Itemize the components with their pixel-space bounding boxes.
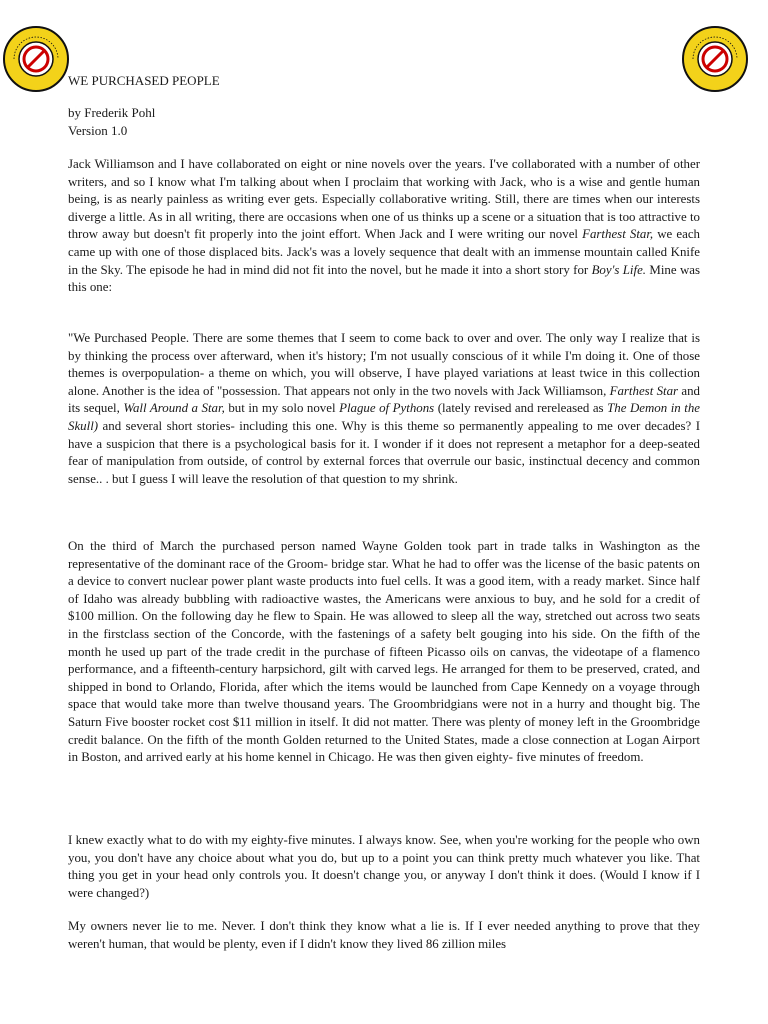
italic-title: Farthest Star, xyxy=(582,227,654,242)
watermark-icon xyxy=(684,28,746,90)
document-title: WE PURCHASED PEOPLE xyxy=(68,73,220,88)
italic-title: Plague of Pythons xyxy=(339,401,435,416)
byline-block xyxy=(68,104,155,139)
version-line: Version 1.0 xyxy=(68,122,128,138)
paragraph-1: Jack Williamson and I have collaborated on eight or nine novels over the years. I've collaborated with a number of other writers, and so I know what I'm talking about when I proclaim that working with Jack, who is a wise and gentle human being, is as nearly painless as writing ever gets. Especially collaborative writing. Still, there are times when our interests diverge a little. As in all writing, there are occasions when one of us thinks up a scene or a situation that is too attractive to throw away but doesn't fit properly into the joint effort. When Jack and I were writing our novel Farthest Star, we each came up with one of those displaced bits. Jack's was a lovely sequence that dealt with an immense mountain called Knife in the Sky. The episode he had in mind did not fit into the novel, but he made it into a short story for Boy's Life. Mine was this one: xyxy=(68,157,700,295)
italic-title: The Demon in the Skull) xyxy=(68,401,701,433)
abbyy-watermark-seal-left[interactable] xyxy=(3,26,69,92)
italic-title: Boy's Life. xyxy=(591,262,647,277)
italic-title: Farthest Star xyxy=(609,383,679,398)
italic-title: Wall Around a Star, xyxy=(123,401,225,416)
author-line: by Frederik Pohl xyxy=(68,105,156,120)
paragraph-3: On the third of March the purchased person named Wayne Golden took part in trade talks in Washington as the representative of the dominant race of the Groom- bridge star. What he had to offer was the license of the basic patents on a device to convert nuclear power plant waste products into fuel cells. It was a good item, with a ready market. Since half of Idaho was already bubbling with radioactive wastes, the Americans were anxious to buy, and he sold for a credit of $100 million. On the following day he flew to Spain. He was allowed to sleep all the way, stretched out across two seats in the firstclass section of the Concorde, with the fastenings of a safety belt gouging into his side. On the fifth of the month he used up part of the trade credit in the purchase of fifteen Picasso oils on canvas, the videotape of a flamenco performance, and a fifteenth-century harpsichord, gilt with carved legs. He arranged for them to be preserved, crated, and shipped in bond to Orlando, Florida, after which the items would be launched from Cape Kennedy on a voyage through space that would take more than twelve thousand years. The Groombridgians were not in a hurry and thought big. The Saturn Five booster rocket cost $11 million in itself. It did not matter. There was plenty of money left in the Groombridge credit balance. On the fifth of the month Golden returned to the United States, made a close connection at Logan Airport in Boston, and arrived early at his home kennel in Chicago. He was then given eighty- five minutes of freedom. xyxy=(68,539,700,765)
paragraph-2: "We Purchased People. There are some themes that I seem to come back to over and over. The only way I realize that is by thinking the process over afterward, when it's history; I'm not usually conscious of it while I'm doing it. One of those themes is overpopulation- a theme on which, you will observe, I have played variations at least twice in this collection alone. Another is the idea of "possession. That appears not only in the two novels with Jack Williamson, Farthest Star and its sequel, Wall Around a Star, but in my solo novel Plague of Pythons (lately revised and rereleased as The Demon in the Skull) and several short stories- including this one. Why is this theme so permanently appealing to me over decades? I have a suspicion that there is a psychological basis for it. I wonder if it does not represent a metaphor for a deep-seated fear of manipulation from outside, of control by external forces that overrule our basic, instinctual decency and common sense.. . but I guess I will leave the resolution of that question to my shrink. xyxy=(68,331,701,486)
abbyy-watermark-seal-right[interactable] xyxy=(682,26,748,92)
paragraph-5: My owners never lie to me. Never. I don't think they know what a lie is. If I ever needed anything to prove that they weren't human, that would be plenty, even if I didn't know they lived 86 zillion miles xyxy=(68,919,700,951)
paragraph-4: I knew exactly what to do with my eighty-five minutes. I always know. See, when you're working for the people who own you, you don't have any choice about what you do, but up to a point you can think pretty much whatever you like. That thing you get in your head only controls you. It doesn't change you, or anyway I don't think it does. (Would I know if I were changed?) xyxy=(68,833,700,900)
watermark-icon xyxy=(5,28,67,90)
